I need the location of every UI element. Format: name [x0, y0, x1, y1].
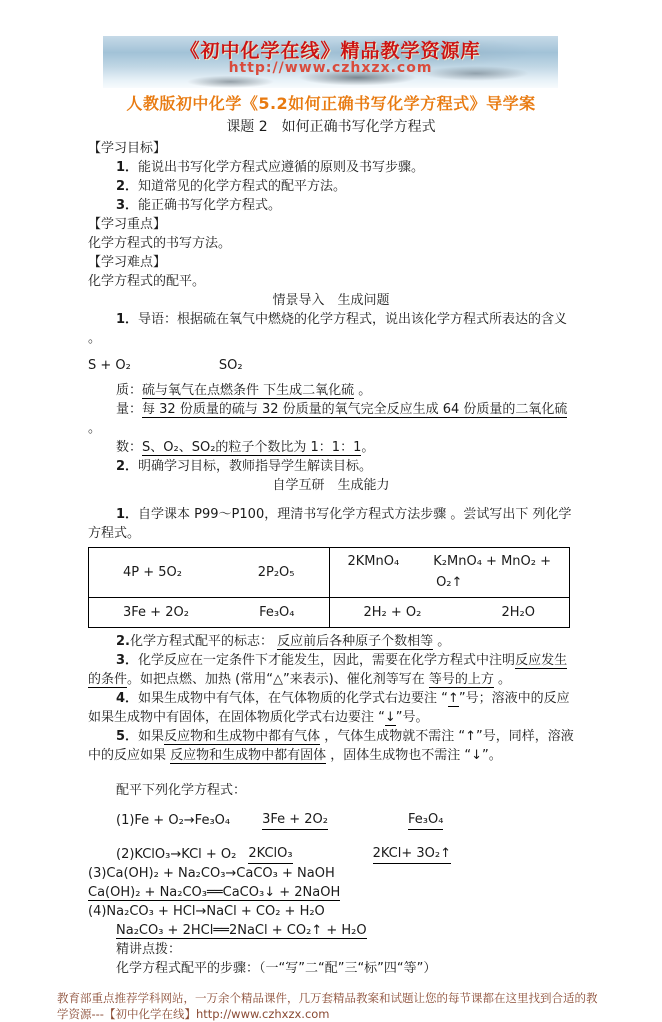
document-body	[88, 139, 574, 978]
balance-eq4-question: (4)Na₂CO₃ + HCl→NaCl + CO₂ + H₂O	[88, 904, 325, 919]
cell-product: Fe₃O₄	[259, 605, 295, 620]
equation-reactants: S + O₂	[88, 358, 131, 373]
cell-reactants: 4P + 5O₂	[123, 565, 182, 580]
cell-reactants: 2H₂ + O₂	[363, 605, 422, 620]
cell-product-line2: O₂↑	[436, 575, 463, 590]
balance-eq4-answer	[116, 921, 574, 940]
underlined-answer-text: 反应物和生成物中都有固体	[170, 748, 327, 763]
goal-item-1	[88, 158, 574, 177]
note-balance-mark	[88, 632, 574, 651]
eq3-answer: Ca(OH)₂ + Na₂CO₃══CaCO₃↓ + 2NaOH	[88, 885, 341, 900]
text-segment: 2.	[116, 634, 130, 649]
table-cell-hydrogen	[329, 598, 570, 628]
text-segment: 能正确书写化学方程式。	[138, 198, 282, 213]
text-segment: ”号。	[395, 710, 429, 725]
text-segment: ，固体生成物也不需注 “↓”。	[326, 748, 502, 763]
key-point-heading: 【学习重点】	[88, 217, 167, 232]
eq2-answer-right: 2KCl+ 3O₂↑	[373, 844, 451, 864]
balance-eq2-line	[116, 844, 574, 864]
document-title: 人教版初中化学《5.2如何正确书写化学方程式》导学案	[126, 94, 536, 113]
table-cell-iron	[89, 598, 330, 628]
text-segment: 化学方程式配平的标志：	[129, 634, 278, 649]
meaning-quantity-line	[88, 400, 574, 438]
text-segment: 。	[433, 634, 451, 649]
goal-item-2	[88, 177, 574, 196]
site-banner	[103, 36, 558, 88]
text-segment: 导语：根据硫在氧气中燃烧的化学方程式，说出该化学方程式所表达的含义 。	[88, 312, 568, 346]
lesson-subtitle: 课题 2 如何正确书写化学方程式	[226, 119, 436, 135]
text-segment: 自学课本 P99～P100，理清书写化学方程式方法步骤 。尝试写出下 列化学方程式。	[88, 507, 572, 541]
table-row	[89, 548, 570, 598]
text-segment: ”号；溶液中的反应如果生成物中有固体，在固体物质化学式右边要注 “	[88, 691, 570, 725]
banner-site-title: 《初中化学在线》精品教学资源库	[180, 40, 481, 62]
balance-eq3-question: (3)Ca(OH)₂ + Na₂CO₃→CaCO₃ + NaOH	[88, 866, 335, 881]
eq1-answer-right: Fe₃O₄	[408, 810, 443, 830]
table-cell-permanganate	[329, 548, 570, 598]
text-segment: 2．	[116, 459, 139, 474]
cell-reactants: 2KMnO₄	[347, 554, 400, 569]
text-segment: 5．	[116, 729, 139, 744]
text-segment: 。	[88, 421, 102, 436]
text-segment: 质：	[116, 383, 143, 398]
text-segment: 量：	[116, 402, 143, 417]
underlined-answer-text: ↓	[384, 710, 396, 725]
banner-site-url-link[interactable]: http://www.czhxzx.com	[228, 60, 433, 76]
underlined-answer-text: 硫与氧气在点燃条件 下生成二氧化硫	[142, 383, 355, 398]
text-segment: 如果	[138, 729, 165, 744]
cell-product: 2P₂O₅	[257, 565, 295, 580]
text-segment: 2．	[116, 179, 139, 194]
text-segment: 3．	[116, 653, 139, 668]
tips-text: 化学方程式配平的步骤：（一“写”二“配”三“标”四“等”）	[116, 961, 437, 976]
eq2-answer-left: 2KClO₃	[248, 844, 292, 864]
meaning-count-line	[88, 438, 574, 457]
text-segment: 。	[493, 672, 512, 687]
text-segment: 能说出书写化学方程式应遵循的原则及书写步骤。	[138, 160, 425, 175]
text-segment: 1．	[116, 160, 139, 175]
text-segment: 数：	[116, 440, 143, 455]
eq1-question: (1)Fe + O₂→Fe₃O₄	[116, 813, 231, 828]
document-page	[0, 36, 662, 1021]
text-segment: 知道常见的化学方程式的配平方法。	[138, 179, 347, 194]
selfstudy-task	[88, 505, 574, 543]
footer-promo-text: 教育部重点推荐学科网站，一万余个精品课件，几万套精品教案和试题让您的每节课都在这里找到合适的教学资源---【初中化学在线】http://www.czhxzx.com	[57, 991, 598, 1021]
meaning-mass-line	[88, 381, 574, 400]
underlined-answer-text: 反应前后各种原子个数相等	[277, 634, 434, 649]
goal-item-3	[88, 196, 574, 215]
underlined-answer-text: S、O₂、SO₂的粒子个数比为 1：1：1	[142, 440, 362, 455]
scene-section-heading: 情景导入 生成问题	[272, 293, 390, 308]
text-segment: 。如把点燃、加热 (常用“△”来表示)、催化剂等写在	[127, 672, 429, 687]
selfstudy-section-heading: 自学互研 生成能力	[272, 478, 390, 493]
table-row	[89, 598, 570, 628]
eq1-answer-left: 3Fe + 2O₂	[262, 810, 328, 830]
balance-eq3-answer	[88, 883, 574, 902]
text-segment: 。	[361, 440, 375, 455]
goals-heading: 【学习目标】	[88, 141, 167, 156]
text-segment: 4．	[116, 691, 139, 706]
text-segment: 。	[354, 383, 372, 398]
eq2-question: (2)KClO₃→KCl + O₂	[116, 847, 237, 862]
balance-eq1-line	[116, 810, 574, 830]
scene-step2	[88, 457, 574, 476]
balance-intro: 配平下列化学方程式：	[116, 783, 247, 798]
difficulty-heading: 【学习难点】	[88, 255, 167, 270]
cell-reactants: 3Fe + 2O₂	[123, 605, 189, 620]
text-segment: 明确学习目标，教师指导学生解读目标。	[138, 459, 373, 474]
underlined-answer-text: 等号的上方	[428, 672, 494, 687]
text-segment: 化学反应在一定条件下才能发生，因此，需要在化学方程式中注明	[138, 653, 516, 668]
note-no-marks	[88, 727, 574, 765]
cell-product: 2H₂O	[501, 605, 535, 620]
eq4-answer: Na₂CO₃ + 2HCl══2NaCl + CO₂↑ + H₂O	[116, 923, 367, 938]
note-gas-solid-marks	[88, 689, 574, 727]
text-segment: 如果生成物中有气体，在气体物质的化学式右边要注 “	[138, 691, 448, 706]
cell-product: K₂MnO₄ + MnO₂ +	[433, 554, 551, 569]
tips-heading: 精讲点拨：	[116, 942, 182, 957]
text-segment: 1．	[116, 312, 139, 327]
underlined-answer-text: 反应发生的条件	[88, 653, 568, 687]
underlined-answer-text: ↑	[447, 691, 459, 706]
equation-product: SO₂	[218, 358, 243, 373]
text-segment: 3．	[116, 198, 139, 213]
scene-intro	[88, 310, 574, 348]
key-point-text: 化学方程式的书写方法。	[88, 236, 232, 251]
note-conditions	[88, 651, 574, 689]
table-cell-phosphorus	[89, 548, 330, 598]
difficulty-text: 化学方程式的配平。	[88, 274, 206, 289]
text-segment: ，气体生成物就不需注 “↑”号，同样，溶液中的反应如果	[88, 729, 574, 763]
equations-table	[88, 547, 570, 628]
underlined-answer-text: 反应物和生成物中都有气体	[164, 729, 321, 744]
sulfur-equation-line	[88, 356, 574, 375]
text-segment: 1．	[116, 507, 139, 522]
underlined-answer-text: 每 32 份质量的硫与 32 份质量的氧气完全反应生成 64 份质量的二氧化硫	[142, 402, 568, 417]
